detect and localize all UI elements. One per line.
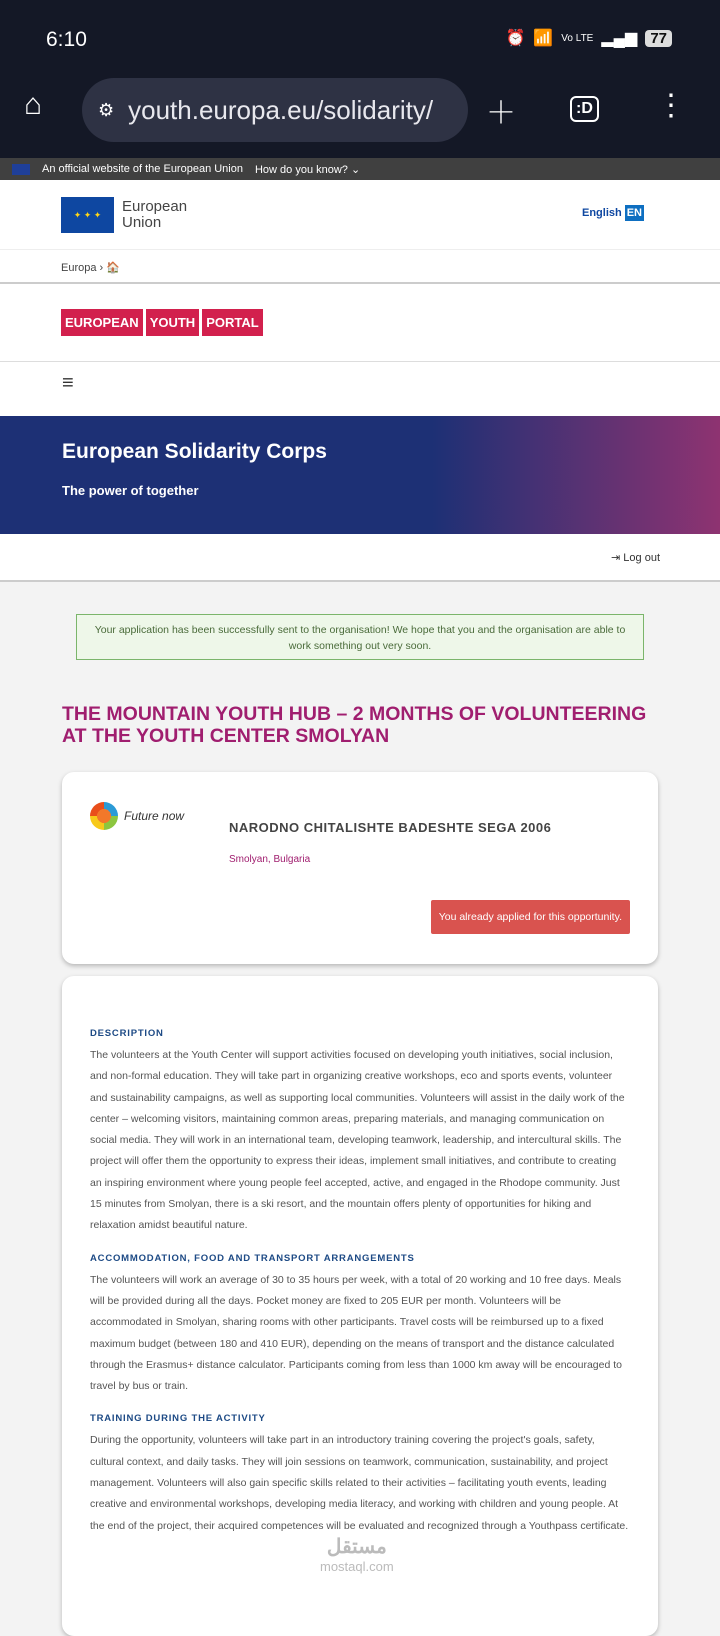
site-settings-icon[interactable]: ⚙ <box>98 99 115 120</box>
browser-toolbar <box>0 70 720 158</box>
eu-logo[interactable]: ✦ ✦ ✦ <box>61 197 114 233</box>
section-text: During the opportunity, volunteers will take part in an introductory training covering the project's goals, safety, cultural context, and daily tasks. They will join sessions on teamwork, communication, sustainability, and project management. Volunteers will also gain specific skills related to their activities – facilitating youth events, leading creative and environmental workshops, developing media literacy, and working with children and young people. At the end of the project, their acquired competences will be evaluated and recognized through a Youthpass certificate. <box>90 1434 629 1532</box>
success-alert: Your application has been successfully sent to the organisation! We hope that you and the organisation are able to work something out very soon. <box>76 614 644 660</box>
breadcrumb: Europa › 🏠 <box>0 250 720 284</box>
new-tab-icon[interactable]: ＋ <box>486 97 516 130</box>
hero-banner <box>0 416 720 534</box>
hamburger-menu-icon[interactable]: ≡ <box>0 362 720 416</box>
site-header <box>0 180 720 250</box>
tabs-button[interactable]: :D <box>570 96 599 122</box>
wifi-icon: 📶 <box>533 30 554 47</box>
section-heading: ACCOMMODATION, FOOD AND TRANSPORT ARRANGEMENTS <box>90 1252 415 1264</box>
eu-name: European Union <box>122 198 188 231</box>
european-youth-portal-logo[interactable]: EUROPEAN YOUTH PORTAL <box>61 309 263 336</box>
already-applied-button[interactable]: You already applied for this opportunity. <box>431 900 630 934</box>
more-menu-icon[interactable]: ⋮ <box>656 89 686 122</box>
banner-subtitle: The power of together <box>62 483 199 498</box>
alarm-icon: ⏰ <box>505 30 526 47</box>
section-heading: TRAINING DURING THE ACTIVITY <box>90 1413 266 1425</box>
home-icon[interactable]: 🏠 <box>106 262 120 274</box>
logout-icon: ⇥ <box>611 552 621 564</box>
organisation-card <box>62 772 658 964</box>
official-text: An official website of the European Union <box>42 163 243 175</box>
home-icon[interactable]: ⌂ <box>24 88 43 121</box>
portal-header <box>0 284 720 362</box>
eu-flag-icon <box>12 164 30 175</box>
organisation-logo: Future now <box>90 802 184 830</box>
organisation-location: Smolyan, Bulgaria <box>229 854 311 865</box>
network-label: Vo LTE <box>561 32 594 44</box>
url-text: youth.europa.eu/solidarity/ <box>128 94 434 125</box>
section-heading: DESCRIPTION <box>90 1028 164 1039</box>
opportunity-title: THE MOUNTAIN YOUTH HUB – 2 MONTHS OF VOLUNTEERING AT THE YOUTH CENTER SMOLYAN <box>62 703 647 747</box>
banner-title: European Solidarity Corps <box>62 440 327 463</box>
logout-button[interactable]: ⇥ Log out <box>611 552 660 564</box>
section-text: The volunteers will work an average of 30 to 35 hours per week, with a total of 20 working and 10 free days. Meals will be provided during all the days. Pocket money are fixed to 205 EUR per month. Volunteers will be accommodated in Smolyan, sharing rooms with other participants. Travel costs will be reimbursed up to a fixed maximum budget (between 180 and 410 EUR), depending on the means of transport and the distance calculated through the Erasmus+ distance calculator. Participants coming from less than 1000 km away will be encouraged to travel by bus or train. <box>90 1273 622 1393</box>
battery-icon: 77 <box>645 30 672 47</box>
clock: 6:10 <box>46 28 87 51</box>
breadcrumb-europa[interactable]: Europa <box>61 262 97 274</box>
section-text: The volunteers at the Youth Center will support activities focused on developing youth initiatives, social inclusion, and non-formal education. They will take part in organizing creative workshops, eco and sports events, volunteer and sustainability campaigns, as well as supporting local communities. Volunteers will assist in the daily work of the center – welcoming visitors, maintaining common areas, preparing materials, and managing communication on social media. They will work in an international team, developing teamwork, leadership, and intercultural skills. The project will offer them the opportunity to express their ideas, implement small initiatives, and contribute to creating an inspiring environment where young people feel accepted, active, and engaged in the Rhodope community. Just 15 minutes from Smolyan, there is a ski resort, and the mountain offers plenty of opportunities for hiking and relaxation amidst beautiful nature. <box>90 1049 625 1232</box>
status-bar <box>0 0 720 80</box>
logout-bar <box>0 534 720 582</box>
signal-icon: ▂▄▆ <box>601 30 638 47</box>
language-selector[interactable]: English EN <box>581 207 642 219</box>
watermark: مستقل mostaql.com <box>320 1536 394 1574</box>
how-do-you-know-button[interactable]: How do you know? ⌄ <box>254 163 361 176</box>
official-bar <box>0 158 720 180</box>
organisation-name[interactable]: NARODNO CHITALISHTE BADESHTE SEGA 2006 <box>229 820 552 835</box>
address-bar[interactable] <box>82 78 468 142</box>
